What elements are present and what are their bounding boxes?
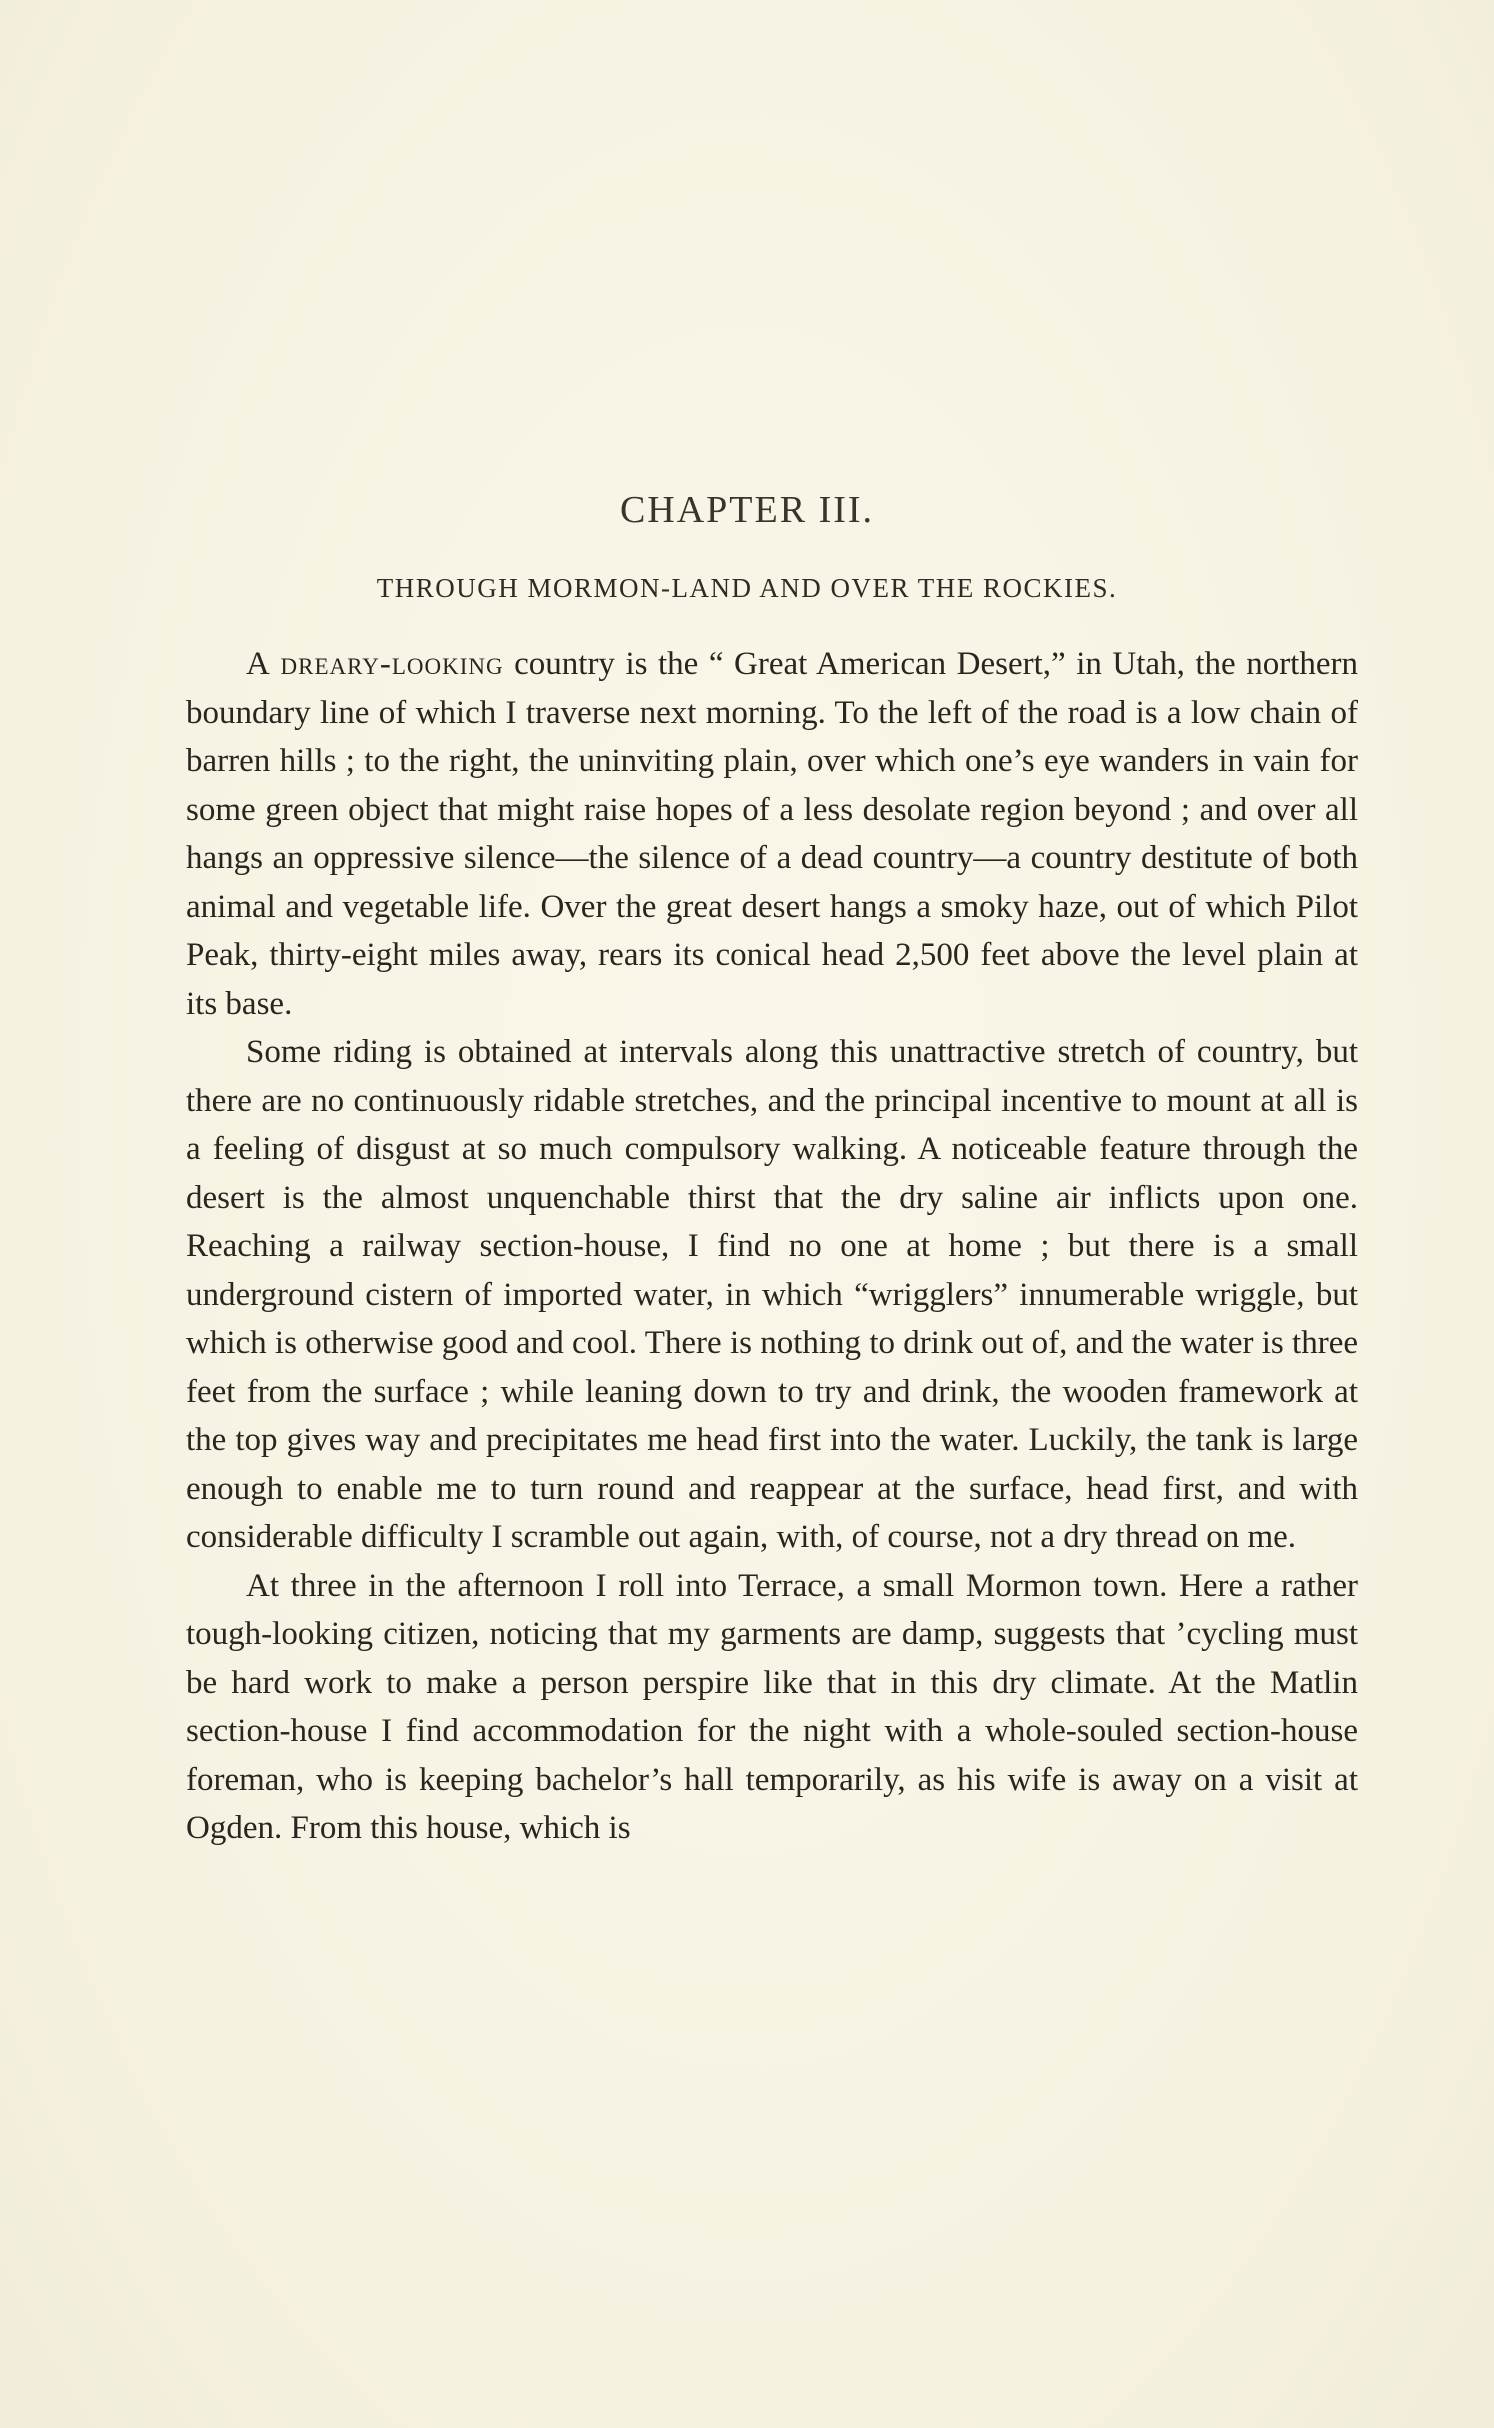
paragraph-3: [186, 1562, 1358, 1853]
paragraph-text: country is the “ Great American Desert,” in Utah, the northern boundary line of which I traverse next morning. To the left of the road is a low chain of barren hills ; to the right, the uninviting plain, over which one’s eye wanders in vain for some green object that might raise hopes of a less desolate region beyond ; and over all hangs an oppressive silence—the silence of a dead country—a country destitute of both animal and vegetable life. Over the great desert hangs a smoky haze, out of which Pilot Peak, thirty-eight miles away, rears its conical head 2,500 feet above the level plain at its base.: [186, 646, 1358, 1022]
paragraph-text: Some riding is obtained at intervals along this unattractive stretch of country, but there are no continuously ridable stretches, and the principal incentive to mount at all is a feeling of disgust at so much compulsory walking. A noticeable feature through the desert is the almost unquenchable thirst that the dry saline air inflicts upon one. Reaching a railway section-house, I find no one at home ; but there is a small underground cistern of imported water, in which “wrigglers” innumerable wriggle, but which is otherwise good and cool. There is nothing to drink out of, and the water is three feet from the surface ; while leaning down to try and drink, the wooden framework at the top gives way and precipitates me head first into the water. Luckily, the tank is large enough to enable me to turn round and reappear at the surface, head first, and with considerable difficulty I scramble out again, with, of course, not a dry thread on me.: [186, 1034, 1358, 1555]
chapter-body: [186, 640, 1358, 1853]
paragraph-1: [186, 640, 1358, 1028]
chapter-title: CHAPTER III.: [619, 489, 875, 531]
chapter-subtitle: THROUGH MORMON-LAND AND OVER THE ROCKIES.: [376, 573, 1118, 603]
paragraph-lead: A dreary-looking: [246, 646, 504, 682]
paragraph-2: [186, 1028, 1358, 1562]
paragraph-text: At three in the afternoon I roll into Terrace, a small Mormon town. Here a rather tough-looking citizen, noticing that my garments are damp, suggests that ’cycling must be hard work to make a person perspire like that in this dry climate. At the Matlin section-house I find accommodation for the night with a whole-souled section-house foreman, who is keeping bachelor’s hall temporarily, as his wife is away on a visit at Ogden. From this house, which is: [186, 1567, 1358, 1846]
